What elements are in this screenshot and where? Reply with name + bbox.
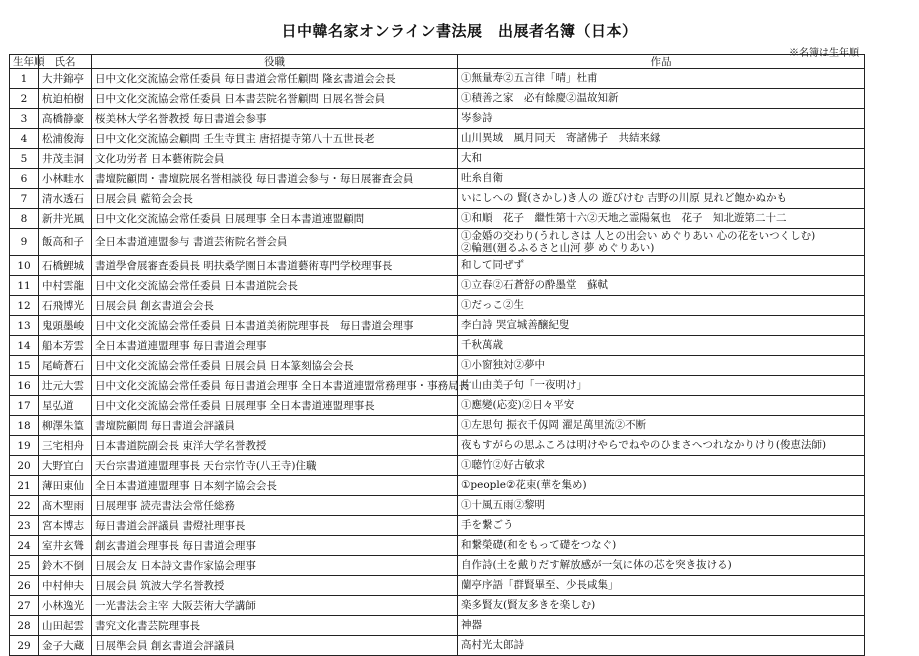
table-row bbox=[10, 229, 865, 256]
cell-work bbox=[458, 556, 865, 576]
exhibitor-table bbox=[9, 54, 865, 656]
cell-no: 4 bbox=[10, 129, 39, 149]
cell-name: 尾崎蒼石 bbox=[39, 356, 92, 376]
table-row bbox=[10, 436, 865, 456]
table-row bbox=[10, 356, 865, 376]
cell-work bbox=[458, 616, 865, 636]
work-line: 和繋榮礎(和をもって礎をつなぐ) bbox=[461, 539, 617, 552]
cell-no: 26 bbox=[10, 576, 39, 596]
cell-name: 飯高和子 bbox=[39, 229, 92, 256]
cell-no: 8 bbox=[10, 209, 39, 229]
cell-no: 22 bbox=[10, 496, 39, 516]
cell-work bbox=[458, 336, 865, 356]
table-row bbox=[10, 189, 865, 209]
cell-no: 12 bbox=[10, 296, 39, 316]
cell-work bbox=[458, 316, 865, 336]
table-row bbox=[10, 396, 865, 416]
cell-work bbox=[458, 69, 865, 89]
work-line: ①小窗独対②夢中 bbox=[461, 359, 545, 372]
work-line: ①應變(応変)②日々平安 bbox=[461, 399, 575, 412]
cell-name: 石飛博光 bbox=[39, 296, 92, 316]
cell-role: 日本書道院副会長 東洋大学名誉教授 bbox=[92, 436, 458, 456]
cell-no: 20 bbox=[10, 456, 39, 476]
cell-name: 鈴木不倒 bbox=[39, 556, 92, 576]
table-row bbox=[10, 109, 865, 129]
cell-role: 日中文化交流協会常任委員 日展理事 全日本書道連盟理事長 bbox=[92, 396, 458, 416]
work-line: ①和順 花子 繼性第十六②天地之霊陽氣也 花子 知北遊第二十二 bbox=[461, 212, 787, 225]
cell-no: 11 bbox=[10, 276, 39, 296]
cell-role: 毎日書道会評議員 書燈社理事長 bbox=[92, 516, 458, 536]
cell-no: 6 bbox=[10, 169, 39, 189]
table-row bbox=[10, 276, 865, 296]
cell-work bbox=[458, 416, 865, 436]
header-work: 作品 bbox=[458, 55, 865, 69]
cell-role: 日展会員 筑波大学名誉教授 bbox=[92, 576, 458, 596]
cell-work bbox=[458, 109, 865, 129]
cell-work bbox=[458, 476, 865, 496]
cell-name: 新井光風 bbox=[39, 209, 92, 229]
cell-name: 中村雲龍 bbox=[39, 276, 92, 296]
cell-no: 18 bbox=[10, 416, 39, 436]
cell-name: 宮本博志 bbox=[39, 516, 92, 536]
cell-no: 23 bbox=[10, 516, 39, 536]
cell-work bbox=[458, 149, 865, 169]
cell-role: 日中文化交流協会常任委員 日展理事 全日本書道連盟顧問 bbox=[92, 209, 458, 229]
cell-name: 髙木聖雨 bbox=[39, 496, 92, 516]
cell-role: 日中文化交流協会常任委員 毎日書道会常任顧問 隆玄書道会会長 bbox=[92, 69, 458, 89]
cell-name: 船本芳雲 bbox=[39, 336, 92, 356]
work-line: 李白詩 哭宣城善醸紀叟 bbox=[461, 319, 570, 332]
cell-role: 日中文化交流協会常任委員 日本書道院会長 bbox=[92, 276, 458, 296]
table-row bbox=[10, 636, 865, 656]
cell-no: 2 bbox=[10, 89, 39, 109]
work-line: 吐糸自衛 bbox=[461, 172, 503, 185]
cell-work bbox=[458, 596, 865, 616]
cell-name: 辻元大雲 bbox=[39, 376, 92, 396]
work-line: 山川異域 風月同天 寄諸佛子 共結来縁 bbox=[461, 132, 661, 145]
table-row bbox=[10, 336, 865, 356]
table-row bbox=[10, 536, 865, 556]
table-row bbox=[10, 149, 865, 169]
sort-note: ※名簿は生年順 bbox=[789, 48, 859, 59]
cell-name: 杭迫柏樹 bbox=[39, 89, 92, 109]
cell-role: 書究文化書芸院理事長 bbox=[92, 616, 458, 636]
cell-work bbox=[458, 456, 865, 476]
table-row bbox=[10, 496, 865, 516]
header-no: 生年順 bbox=[10, 55, 39, 69]
table-row bbox=[10, 69, 865, 89]
table-row bbox=[10, 576, 865, 596]
header-role: 役職 bbox=[92, 55, 458, 69]
cell-name: 石橋鯉城 bbox=[39, 256, 92, 276]
cell-name: 大井錦亭 bbox=[39, 69, 92, 89]
cell-no: 1 bbox=[10, 69, 39, 89]
table-row bbox=[10, 556, 865, 576]
cell-no: 5 bbox=[10, 149, 39, 169]
cell-role: 日展会友 日本詩文書作家協会理事 bbox=[92, 556, 458, 576]
cell-name: 薄田東仙 bbox=[39, 476, 92, 496]
table-header-row bbox=[10, 55, 865, 69]
cell-name: 柳澤朱篁 bbox=[39, 416, 92, 436]
cell-no: 10 bbox=[10, 256, 39, 276]
table-row bbox=[10, 89, 865, 109]
table-row bbox=[10, 416, 865, 436]
cell-role: 書壇院顧問 毎日書道会評議員 bbox=[92, 416, 458, 436]
work-line: 自作詩(土を戴りだす解放感が一気に体の芯を突き抜ける) bbox=[461, 559, 732, 572]
cell-no: 15 bbox=[10, 356, 39, 376]
cell-role: 日中文化交流協会顧問 壬生寺貫主 唐招提寺第八十五世長老 bbox=[92, 129, 458, 149]
cell-role: 天台宗書道連盟理事長 天台宗竹寺(八王寺)住職 bbox=[92, 456, 458, 476]
cell-name: 山田起雲 bbox=[39, 616, 92, 636]
cell-role: 桜美林大学名誉教授 毎日書道会参事 bbox=[92, 109, 458, 129]
work-line: 大和 bbox=[461, 152, 482, 165]
cell-name: 高橋静豪 bbox=[39, 109, 92, 129]
cell-name: 井茂圭洞 bbox=[39, 149, 92, 169]
cell-work bbox=[458, 496, 865, 516]
work-line: 高村光太郎詩 bbox=[461, 639, 524, 652]
cell-no: 14 bbox=[10, 336, 39, 356]
cell-role: 日中文化交流協会常任委員 日本書芸院名誉顧問 日展名誉会員 bbox=[92, 89, 458, 109]
work-line: 岑参詩 bbox=[461, 112, 493, 125]
table-row bbox=[10, 296, 865, 316]
cell-no: 29 bbox=[10, 636, 39, 656]
work-line: 蘭亭序語「群賢畢至、少長咸集」 bbox=[461, 579, 619, 592]
cell-role: 日中文化交流協会常任委員 毎日書道会理事 全日本書道連盟常務理事・事務局長 bbox=[92, 376, 458, 396]
cell-work bbox=[458, 376, 865, 396]
work-line: ①金婚の交わり(うれしさは 人との出会い めぐりあい 心の花をいつくしむ) bbox=[461, 229, 816, 242]
document-title: 日中韓名家オンライン書法展 出展者名簿（日本） bbox=[281, 22, 638, 40]
work-line: ①十風五雨②黎明 bbox=[461, 499, 545, 512]
work-line: ①無量寿②五言律「晴」杜甫 bbox=[461, 72, 598, 85]
cell-work bbox=[458, 209, 865, 229]
cell-name: 大野宜白 bbox=[39, 456, 92, 476]
cell-no: 24 bbox=[10, 536, 39, 556]
cell-work bbox=[458, 516, 865, 536]
table-row bbox=[10, 256, 865, 276]
cell-no: 3 bbox=[10, 109, 39, 129]
work-line: 片山由美子句「一夜明け」 bbox=[461, 379, 587, 392]
cell-work bbox=[458, 396, 865, 416]
work-line: 夜もすがらの思ふころは明けやらでねやのひまさへつれなかりけり(俊恵法師) bbox=[461, 439, 827, 452]
cell-no: 7 bbox=[10, 189, 39, 209]
table-row bbox=[10, 376, 865, 396]
work-line: 手を繋ごう bbox=[461, 519, 514, 532]
table-row bbox=[10, 616, 865, 636]
cell-no: 28 bbox=[10, 616, 39, 636]
cell-no: 25 bbox=[10, 556, 39, 576]
cell-work bbox=[458, 536, 865, 556]
cell-work bbox=[458, 436, 865, 456]
cell-role: 全日本書道連盟理事 毎日書道会理事 bbox=[92, 336, 458, 356]
work-line: いにしへの 賢(さかし)き人の 遊びけむ 吉野の川原 見れど飽かぬかも bbox=[461, 192, 788, 205]
cell-name: 三宅相舟 bbox=[39, 436, 92, 456]
cell-role: 書道學會展審査委員長 明扶桑学園日本書道藝術専門学校理事長 bbox=[92, 256, 458, 276]
cell-no: 27 bbox=[10, 596, 39, 616]
cell-work bbox=[458, 636, 865, 656]
table-row bbox=[10, 209, 865, 229]
cell-name: 鬼頭墨峻 bbox=[39, 316, 92, 336]
cell-role: 日展準会員 創玄書道会評議員 bbox=[92, 636, 458, 656]
work-line: ①立春②石蒼舒の酔墨堂 蘇軾 bbox=[461, 279, 608, 292]
cell-work bbox=[458, 256, 865, 276]
work-line: ②輪廻(廻るふるさと山河 夢 めぐりあい) bbox=[461, 242, 655, 254]
cell-role: 日展理事 読売書法会常任総務 bbox=[92, 496, 458, 516]
work-line: ①左思句 振衣千仭岡 濯足萬里流②不断 bbox=[461, 419, 647, 432]
cell-name: 小林畦水 bbox=[39, 169, 92, 189]
cell-work bbox=[458, 189, 865, 209]
work-line: 楽多賢友(賢友多きを楽しむ) bbox=[461, 599, 596, 612]
table-row bbox=[10, 169, 865, 189]
header-name: 氏名 bbox=[39, 55, 92, 69]
table-row bbox=[10, 129, 865, 149]
work-line: 千秋萬歳 bbox=[461, 339, 503, 352]
table-row bbox=[10, 596, 865, 616]
cell-name: 金子大蔵 bbox=[39, 636, 92, 656]
cell-no: 19 bbox=[10, 436, 39, 456]
cell-no: 17 bbox=[10, 396, 39, 416]
cell-role: 創玄書道会理事長 毎日書道会理事 bbox=[92, 536, 458, 556]
cell-work bbox=[458, 356, 865, 376]
cell-work bbox=[458, 276, 865, 296]
table-body bbox=[10, 69, 865, 656]
work-line: ①積善之家 必有餘慶②温故知新 bbox=[461, 92, 619, 105]
table-row bbox=[10, 516, 865, 536]
cell-work bbox=[458, 229, 865, 256]
cell-no: 9 bbox=[10, 229, 39, 256]
table-row bbox=[10, 476, 865, 496]
cell-no: 13 bbox=[10, 316, 39, 336]
cell-role: 日中文化交流協会常任委員 日展会員 日本篆刻協会会長 bbox=[92, 356, 458, 376]
cell-work bbox=[458, 169, 865, 189]
cell-role: 一光書法会主宰 大阪芸術大学講師 bbox=[92, 596, 458, 616]
cell-no: 21 bbox=[10, 476, 39, 496]
cell-work bbox=[458, 129, 865, 149]
cell-role: 全日本書道連盟参与 書道芸術院名誉会員 bbox=[92, 229, 458, 256]
work-line: 和して同ぜず bbox=[461, 259, 524, 272]
work-line: 神器 bbox=[461, 619, 482, 632]
work-line: ①だっこ②生 bbox=[461, 299, 524, 312]
table-row bbox=[10, 316, 865, 336]
cell-name: 室井玄聳 bbox=[39, 536, 92, 556]
cell-no: 16 bbox=[10, 376, 39, 396]
work-line: ①聴竹②好古敏求 bbox=[461, 459, 545, 472]
cell-name: 清水透石 bbox=[39, 189, 92, 209]
cell-role: 文化功労者 日本藝術院会員 bbox=[92, 149, 458, 169]
cell-role: 日中文化交流協会常任委員 日本書道美術院理事長 毎日書道会理事 bbox=[92, 316, 458, 336]
cell-work bbox=[458, 89, 865, 109]
cell-role: 日展会員 藍筍会会長 bbox=[92, 189, 458, 209]
table-row bbox=[10, 456, 865, 476]
cell-name: 松浦俊海 bbox=[39, 129, 92, 149]
cell-role: 日展会員 創玄書道会会長 bbox=[92, 296, 458, 316]
work-line: ①people②花束(華を集め) bbox=[461, 479, 587, 492]
cell-role: 全日本書道連盟理事 日本刻字協会会長 bbox=[92, 476, 458, 496]
cell-work bbox=[458, 296, 865, 316]
cell-name: 中村伸夫 bbox=[39, 576, 92, 596]
cell-name: 小林逸光 bbox=[39, 596, 92, 616]
cell-name: 星弘道 bbox=[39, 396, 92, 416]
cell-work bbox=[458, 576, 865, 596]
cell-role: 書壇院顧問・書壇院展名誉相談役 毎日書道会参与・毎日展審査会員 bbox=[92, 169, 458, 189]
